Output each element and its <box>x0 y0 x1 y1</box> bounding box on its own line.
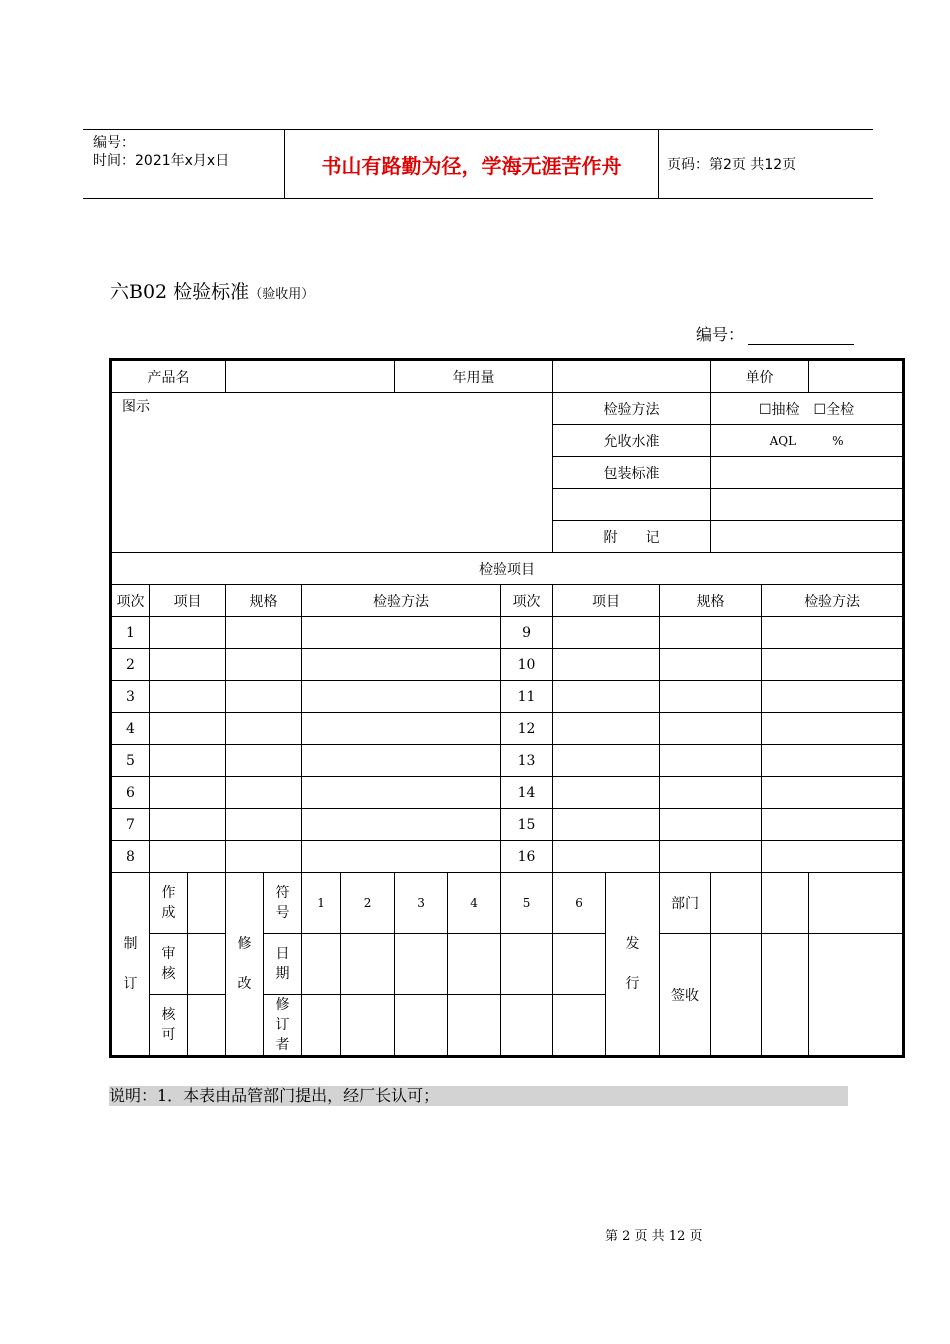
product-name-label: 产品名 <box>111 360 226 393</box>
col-seq-left: 项次 <box>111 585 150 617</box>
review-label: 审 核 <box>150 934 188 995</box>
method-options[interactable]: ☐抽检 ☐全检 <box>711 393 904 425</box>
diagram-area <box>111 393 553 553</box>
item-cell[interactable] <box>762 745 904 777</box>
seq-cell: 9 <box>501 617 553 649</box>
approval-row-1 <box>111 873 904 934</box>
col-spec-left: 规格 <box>226 585 302 617</box>
reviser-cell[interactable] <box>553 995 606 1057</box>
annual-usage-value[interactable] <box>553 360 711 393</box>
packing-standard-label: 包装标准 <box>553 457 711 489</box>
blank-cell[interactable] <box>711 489 904 521</box>
seq-cell: 10 <box>501 649 553 681</box>
item-cell[interactable] <box>226 681 302 713</box>
date-label: 日 期 <box>264 934 302 995</box>
number-label: 编号： <box>93 135 135 151</box>
unit-price-label: 单价 <box>711 360 809 393</box>
date-cell[interactable] <box>553 934 606 995</box>
date-cell[interactable] <box>395 934 448 995</box>
table-row <box>111 681 904 713</box>
table-row <box>111 745 904 777</box>
item-cell[interactable] <box>553 841 660 873</box>
title-main: 六B02 检验标准 <box>110 281 250 303</box>
seq-cell: 8 <box>111 841 150 873</box>
sign-value[interactable] <box>711 934 762 1057</box>
item-cell[interactable] <box>226 713 302 745</box>
made-label: 制 订 <box>111 873 150 1057</box>
seq-cell: 15 <box>501 809 553 841</box>
reviser-cell[interactable] <box>341 995 395 1057</box>
aql-value[interactable]: AQL % <box>711 425 904 457</box>
approve-value[interactable] <box>188 995 226 1057</box>
seq-cell: 16 <box>501 841 553 873</box>
items-header-row <box>111 585 904 617</box>
item-cell[interactable] <box>553 617 660 649</box>
time-label: 时间：2021年x月x日 <box>93 153 230 169</box>
item-cell[interactable] <box>226 841 302 873</box>
seq-cell: 5 <box>111 745 150 777</box>
item-cell[interactable] <box>553 681 660 713</box>
page-header <box>83 129 873 199</box>
item-cell[interactable] <box>660 809 762 841</box>
item-cell[interactable] <box>150 777 226 809</box>
serial-label: 编号： <box>696 325 745 344</box>
item-cell[interactable] <box>660 777 762 809</box>
item-cell[interactable] <box>302 777 501 809</box>
symbol-label: 符 号 <box>264 873 302 934</box>
table-row <box>111 809 904 841</box>
seq-cell: 13 <box>501 745 553 777</box>
item-cell[interactable] <box>150 809 226 841</box>
seq-cell: 12 <box>501 713 553 745</box>
rev-col: 3 <box>395 873 448 934</box>
unit-price-value[interactable] <box>809 360 904 393</box>
item-cell[interactable] <box>660 841 762 873</box>
dept-value[interactable] <box>809 873 904 934</box>
method-row <box>111 393 904 425</box>
item-cell[interactable] <box>150 745 226 777</box>
table-row <box>111 841 904 873</box>
seq-cell: 7 <box>111 809 150 841</box>
item-cell[interactable] <box>150 841 226 873</box>
make-label: 作 成 <box>150 873 188 934</box>
date-cell[interactable] <box>341 934 395 995</box>
item-cell[interactable] <box>553 649 660 681</box>
table-row <box>111 617 904 649</box>
rev-col: 5 <box>501 873 553 934</box>
seq-cell: 4 <box>111 713 150 745</box>
seq-cell: 2 <box>111 649 150 681</box>
serial-blank <box>748 328 854 345</box>
page-footer: 第 2 页 共 12 页 <box>605 1229 703 1244</box>
page-info: 页码：第2页 共12页 <box>667 157 797 173</box>
table-row <box>111 713 904 745</box>
item-cell[interactable] <box>226 745 302 777</box>
inspection-method-label: 检验方法 <box>553 393 711 425</box>
item-cell[interactable] <box>302 649 501 681</box>
item-cell[interactable] <box>150 649 226 681</box>
sign-value[interactable] <box>762 934 809 1057</box>
item-cell[interactable] <box>302 713 501 745</box>
page-title <box>110 277 314 304</box>
date-cell[interactable] <box>448 934 501 995</box>
item-cell[interactable] <box>302 745 501 777</box>
col-item-right: 项目 <box>553 585 660 617</box>
item-cell[interactable] <box>660 745 762 777</box>
remarks-value[interactable] <box>711 521 904 553</box>
item-cell[interactable] <box>762 713 904 745</box>
col-method-right: 检验方法 <box>762 585 904 617</box>
item-cell[interactable] <box>660 617 762 649</box>
make-value[interactable] <box>188 873 226 934</box>
rev-col: 1 <box>302 873 341 934</box>
seq-cell: 3 <box>111 681 150 713</box>
sign-label: 签收 <box>660 934 711 1057</box>
table-row <box>111 649 904 681</box>
title-sub: （验收用） <box>249 287 315 302</box>
issue-label: 发 行 <box>606 873 660 1057</box>
seq-cell: 11 <box>501 681 553 713</box>
revise-label: 修 改 <box>226 873 264 1057</box>
item-cell[interactable] <box>660 681 762 713</box>
dept-label: 部门 <box>660 873 711 934</box>
acceptance-level-label: 允收水准 <box>553 425 711 457</box>
item-cell[interactable] <box>762 841 904 873</box>
item-cell[interactable] <box>762 681 904 713</box>
blank-cell[interactable] <box>553 489 711 521</box>
item-cell[interactable] <box>150 681 226 713</box>
item-cell[interactable] <box>762 649 904 681</box>
reviser-cell[interactable] <box>448 995 501 1057</box>
rev-col: 6 <box>553 873 606 934</box>
inspection-standard-table <box>109 358 905 1058</box>
seq-cell: 6 <box>111 777 150 809</box>
annual-usage-label: 年用量 <box>395 360 553 393</box>
item-cell[interactable] <box>762 809 904 841</box>
serial-number <box>696 322 854 345</box>
item-cell[interactable] <box>226 649 302 681</box>
item-cell[interactable] <box>553 809 660 841</box>
seq-cell: 14 <box>501 777 553 809</box>
rev-col: 4 <box>448 873 501 934</box>
reviser-cell[interactable] <box>302 995 341 1057</box>
item-cell[interactable] <box>762 617 904 649</box>
item-cell[interactable] <box>302 681 501 713</box>
date-cell[interactable] <box>302 934 341 995</box>
item-cell[interactable] <box>762 777 904 809</box>
sign-value[interactable] <box>809 934 904 1057</box>
rev-col: 2 <box>341 873 395 934</box>
product-name-value[interactable] <box>226 360 395 393</box>
approve-label: 核 可 <box>150 995 188 1057</box>
item-cell[interactable] <box>660 713 762 745</box>
item-cell[interactable] <box>302 617 501 649</box>
item-cell[interactable] <box>226 809 302 841</box>
dept-value[interactable] <box>711 873 762 934</box>
reviser-cell[interactable] <box>395 995 448 1057</box>
item-cell[interactable] <box>302 841 501 873</box>
inspection-items-title-row <box>111 553 904 585</box>
reviser-label: 修 订 者 <box>264 995 302 1057</box>
date-cell[interactable] <box>501 934 553 995</box>
dept-value[interactable] <box>762 873 809 934</box>
col-method-left: 检验方法 <box>302 585 501 617</box>
item-cell[interactable] <box>553 713 660 745</box>
header-divider <box>658 130 659 198</box>
reviser-cell[interactable] <box>501 995 553 1057</box>
item-cell[interactable] <box>660 649 762 681</box>
packing-standard-value[interactable] <box>711 457 904 489</box>
remarks-label: 附 记 <box>553 521 711 553</box>
item-cell[interactable] <box>150 617 226 649</box>
diagram-label: 图示 <box>122 399 150 415</box>
note: 说明：1．本表由品管部门提出，经厂长认可； <box>109 1086 848 1106</box>
review-value[interactable] <box>188 934 226 995</box>
item-cell[interactable] <box>302 809 501 841</box>
inspection-items-title: 检验项目 <box>111 553 904 585</box>
col-spec-right: 规格 <box>660 585 762 617</box>
item-cell[interactable] <box>226 617 302 649</box>
item-cell[interactable] <box>553 777 660 809</box>
item-cell[interactable] <box>226 777 302 809</box>
product-row <box>111 360 904 393</box>
header-left <box>93 134 229 170</box>
header-motto: 书山有路勤为径，学海无涯苦作舟 <box>321 153 622 178</box>
col-seq-right: 项次 <box>501 585 553 617</box>
table-row <box>111 777 904 809</box>
seq-cell: 1 <box>111 617 150 649</box>
item-cell[interactable] <box>553 745 660 777</box>
col-item-left: 项目 <box>150 585 226 617</box>
item-cell[interactable] <box>150 713 226 745</box>
